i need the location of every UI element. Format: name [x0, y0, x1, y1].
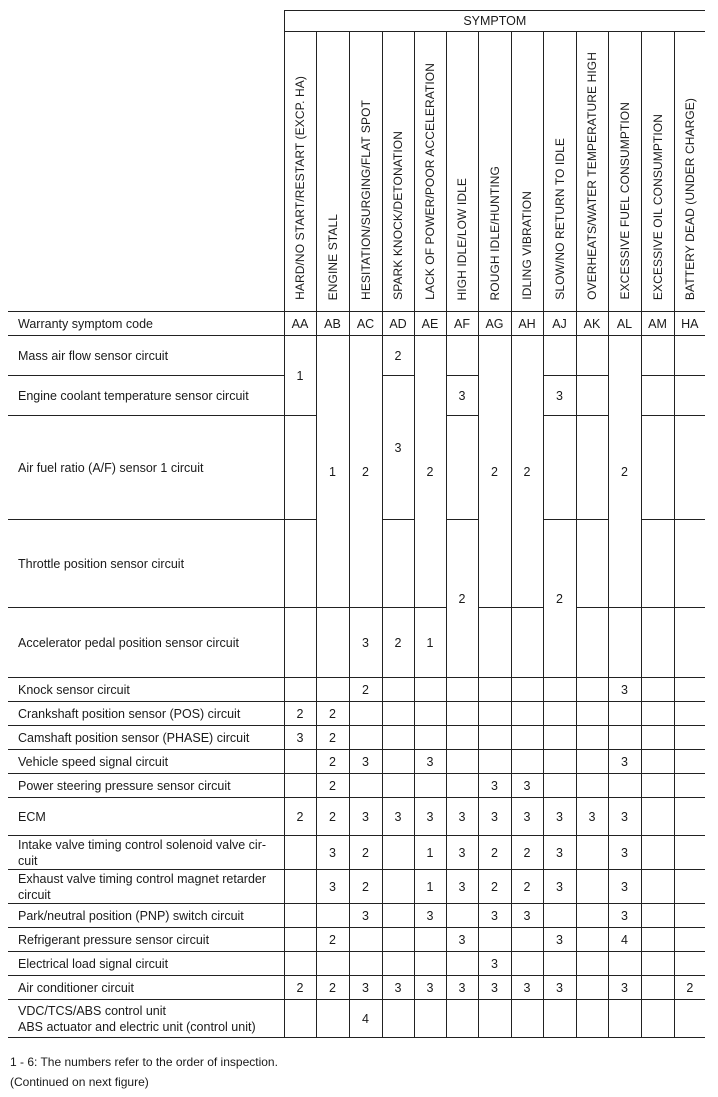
cell: 2: [511, 870, 543, 904]
row-label: Mass air flow sensor circuit: [8, 336, 284, 376]
cell: [478, 726, 511, 750]
cell: [576, 976, 608, 1000]
cell: [478, 750, 511, 774]
cell: [641, 798, 674, 836]
table-row: [8, 678, 705, 702]
cell: [414, 928, 446, 952]
table-row: [8, 336, 705, 376]
cell: 3: [382, 798, 414, 836]
cell: 3: [543, 976, 576, 1000]
cell: [446, 416, 478, 520]
cell: 2: [382, 336, 414, 376]
cell: 3: [446, 928, 478, 952]
cell: [674, 1000, 705, 1038]
cell: 3: [543, 836, 576, 870]
cell: 1: [414, 608, 446, 678]
cell: [382, 702, 414, 726]
cell: [576, 750, 608, 774]
cell: [316, 1000, 349, 1038]
cell: 3: [543, 798, 576, 836]
code-cell: HA: [674, 312, 705, 336]
cell: [576, 416, 608, 520]
cell: [543, 952, 576, 976]
cell: 3: [349, 904, 382, 928]
cell: [382, 750, 414, 774]
cell: [382, 836, 414, 870]
cell: [674, 928, 705, 952]
cell: [284, 774, 316, 798]
cell: [511, 1000, 543, 1038]
cell: [674, 904, 705, 928]
cell: [382, 774, 414, 798]
cell: [576, 336, 608, 376]
cell: [446, 774, 478, 798]
cell: [446, 336, 478, 376]
cell: [478, 608, 511, 678]
symptom-header: SLOW/NO RETURN TO IDLE: [543, 32, 576, 312]
symptom-header: HIGH IDLE/LOW IDLE: [446, 32, 478, 312]
cell: [349, 774, 382, 798]
symptom-header: IDLING VIBRATION: [511, 32, 543, 312]
cell: 2: [349, 336, 382, 608]
cell: [446, 726, 478, 750]
cell: [543, 336, 576, 376]
cell: [511, 952, 543, 976]
cell: 3: [511, 976, 543, 1000]
row-label: Warranty symptom code: [8, 312, 284, 336]
cell: 3: [608, 750, 641, 774]
cell: [641, 904, 674, 928]
cell: [641, 520, 674, 608]
cell: [478, 678, 511, 702]
code-cell: AC: [349, 312, 382, 336]
cell: [543, 1000, 576, 1038]
row-label: Vehicle speed signal circuit: [8, 750, 284, 774]
cell: [414, 702, 446, 726]
cell: [674, 336, 705, 376]
cell: [641, 376, 674, 416]
cell: 1: [284, 336, 316, 416]
cell: [641, 750, 674, 774]
cell: 3: [382, 376, 414, 520]
symptom-header: EXCESSIVE OIL CONSUMPTION: [641, 32, 674, 312]
cell: 3: [446, 798, 478, 836]
row-label: Crankshaft position sensor (POS) circuit: [8, 702, 284, 726]
cell: 3: [478, 976, 511, 1000]
cell: 3: [446, 836, 478, 870]
cell: [284, 836, 316, 870]
continued-note: (Continued on next figure): [10, 1075, 149, 1089]
symptom-title: SYMPTOM: [284, 11, 705, 32]
cell: 2: [478, 836, 511, 870]
cell: [608, 608, 641, 678]
table-row: [8, 702, 705, 726]
cell: 1: [414, 836, 446, 870]
code-cell: AD: [382, 312, 414, 336]
table-row: [8, 750, 705, 774]
cell: 3: [349, 976, 382, 1000]
row-label: Knock sensor circuit: [8, 678, 284, 702]
cell: 3: [478, 904, 511, 928]
cell: [674, 702, 705, 726]
row-label: Refrigerant pressure sensor circuit: [8, 928, 284, 952]
cell: [349, 702, 382, 726]
cell: 3: [511, 798, 543, 836]
row-label: Intake valve timing control solenoid valve cir- cuit: [8, 836, 284, 870]
cell: 1: [316, 336, 349, 608]
cell: [674, 678, 705, 702]
cell: [576, 376, 608, 416]
code-cell: AA: [284, 312, 316, 336]
code-cell: AL: [608, 312, 641, 336]
order-note: 1 - 6: The numbers refer to the order of inspection.: [10, 1055, 278, 1069]
cell: [382, 520, 414, 608]
cell: 2: [414, 336, 446, 608]
cell: [576, 702, 608, 726]
cell: [576, 928, 608, 952]
cell: 2: [284, 976, 316, 1000]
cell: [284, 904, 316, 928]
row-label: Park/neutral position (PNP) switch circuit: [8, 904, 284, 928]
cell: 3: [446, 976, 478, 1000]
cell: 3: [316, 870, 349, 904]
cell: [446, 1000, 478, 1038]
cell: [511, 608, 543, 678]
cell: 3: [446, 376, 478, 416]
row-label: Accelerator pedal position sensor circuit: [8, 608, 284, 678]
symptom-header: BATTERY DEAD (UNDER CHARGE): [674, 32, 705, 312]
cell: [414, 678, 446, 702]
cell: 2: [284, 798, 316, 836]
code-cell: AB: [316, 312, 349, 336]
code-cell: AF: [446, 312, 478, 336]
cell: [674, 416, 705, 520]
cell: [576, 870, 608, 904]
cell: [641, 336, 674, 376]
code-cell: AK: [576, 312, 608, 336]
cell: [543, 726, 576, 750]
cell: [349, 952, 382, 976]
cell: 3: [608, 798, 641, 836]
cell: [576, 608, 608, 678]
cell: [674, 520, 705, 608]
cell: [284, 520, 316, 608]
cell: [641, 726, 674, 750]
symptom-header: SPARK KNOCK/DETONATION: [382, 32, 414, 312]
code-cell: AM: [641, 312, 674, 336]
cell: [608, 774, 641, 798]
cell: 2: [511, 836, 543, 870]
cell: [576, 520, 608, 608]
cell: [641, 836, 674, 870]
cell: [641, 928, 674, 952]
cell: [478, 1000, 511, 1038]
cell: [543, 904, 576, 928]
cell: [576, 726, 608, 750]
cell: [674, 774, 705, 798]
cell: 3: [349, 750, 382, 774]
cell: [608, 726, 641, 750]
cell: [674, 870, 705, 904]
cell: 3: [608, 836, 641, 870]
cell: [641, 416, 674, 520]
cell: [382, 952, 414, 976]
cell: 2: [674, 976, 705, 1000]
table-row: [8, 976, 705, 1000]
cell: 2: [316, 726, 349, 750]
cell: [576, 836, 608, 870]
cell: [414, 774, 446, 798]
cell: 3: [608, 904, 641, 928]
warranty-code-row: [8, 312, 705, 336]
cell: [382, 904, 414, 928]
cell: 2: [316, 798, 349, 836]
cell: [608, 702, 641, 726]
cell: [446, 702, 478, 726]
cell: 2: [316, 702, 349, 726]
cell: 2: [543, 520, 576, 678]
cell: [382, 870, 414, 904]
cell: [576, 678, 608, 702]
cell: [316, 608, 349, 678]
symptom-header: LACK OF POWER/POOR ACCELERATION: [414, 32, 446, 312]
cell: [382, 726, 414, 750]
cell: [543, 416, 576, 520]
cell: 3: [414, 750, 446, 774]
cell: [641, 702, 674, 726]
cell: [284, 678, 316, 702]
cell: [641, 870, 674, 904]
cell: 3: [543, 376, 576, 416]
cell: 3: [576, 798, 608, 836]
cell: [674, 836, 705, 870]
symptom-header: HESITATION/SURGING/FLAT SPOT: [349, 32, 382, 312]
table-row: [8, 836, 705, 870]
symptom-table: [8, 10, 705, 1038]
cell: 3: [608, 870, 641, 904]
symptom-header: ROUGH IDLE/HUNTING: [478, 32, 511, 312]
cell: [543, 702, 576, 726]
cell: [608, 1000, 641, 1038]
cell: [608, 952, 641, 976]
cell: [674, 608, 705, 678]
cell: 3: [608, 678, 641, 702]
cell: [382, 928, 414, 952]
cell: [316, 904, 349, 928]
cell: [382, 1000, 414, 1038]
row-label: VDC/TCS/ABS control unit ABS actuator and electric unit (control unit): [8, 1000, 284, 1038]
row-label: Engine coolant temperature sensor circuit: [8, 376, 284, 416]
cell: [446, 678, 478, 702]
table-row: [8, 774, 705, 798]
cell: [576, 774, 608, 798]
cell: [284, 416, 316, 520]
cell: 3: [414, 976, 446, 1000]
cell: [511, 702, 543, 726]
table-row: [8, 1000, 705, 1038]
table-row: [8, 904, 705, 928]
row-label: Camshaft position sensor (PHASE) circuit: [8, 726, 284, 750]
cell: [414, 1000, 446, 1038]
cell: [511, 928, 543, 952]
row-label: Air fuel ratio (A/F) sensor 1 circuit: [8, 416, 284, 520]
cell: [641, 608, 674, 678]
cell: 3: [382, 976, 414, 1000]
row-label: Throttle position sensor circuit: [8, 520, 284, 608]
cell: [674, 952, 705, 976]
cell: 2: [349, 836, 382, 870]
code-cell: AH: [511, 312, 543, 336]
cell: 2: [316, 976, 349, 1000]
row-label: Air conditioner circuit: [8, 976, 284, 1000]
code-cell: AJ: [543, 312, 576, 336]
symptom-header: HARD/NO START/RESTART (EXCP. HA): [284, 32, 316, 312]
table-row: [8, 870, 705, 904]
footnotes: [10, 1052, 278, 1092]
cell: [576, 904, 608, 928]
cell: [543, 750, 576, 774]
cell: [674, 750, 705, 774]
cell: 3: [478, 774, 511, 798]
cell: [284, 608, 316, 678]
symptom-header: OVERHEATS/WATER TEMPERATURE HIGH: [576, 32, 608, 312]
cell: 3: [511, 774, 543, 798]
cell: 3: [349, 798, 382, 836]
cell: 4: [608, 928, 641, 952]
cell: [511, 750, 543, 774]
cell: [478, 928, 511, 952]
cell: 3: [316, 836, 349, 870]
cell: 3: [414, 904, 446, 928]
cell: [414, 952, 446, 976]
cell: [511, 678, 543, 702]
cell: 2: [608, 336, 641, 608]
cell: 2: [316, 774, 349, 798]
cell: 4: [349, 1000, 382, 1038]
cell: [576, 1000, 608, 1038]
cell: [382, 678, 414, 702]
cell: [641, 1000, 674, 1038]
cell: 2: [446, 520, 478, 678]
cell: 3: [414, 798, 446, 836]
cell: 3: [478, 952, 511, 976]
cell: [478, 702, 511, 726]
cell: [349, 928, 382, 952]
row-label: ECM: [8, 798, 284, 836]
code-cell: AG: [478, 312, 511, 336]
cell: [284, 928, 316, 952]
cell: [674, 798, 705, 836]
cell: 2: [349, 678, 382, 702]
cell: [543, 774, 576, 798]
code-cell: AE: [414, 312, 446, 336]
cell: 2: [478, 336, 511, 608]
table-corner: [8, 11, 284, 312]
cell: 1: [414, 870, 446, 904]
cell: 2: [316, 928, 349, 952]
cell: 3: [478, 798, 511, 836]
cell: [576, 952, 608, 976]
table-row: [8, 726, 705, 750]
cell: 3: [511, 904, 543, 928]
cell: [641, 678, 674, 702]
cell: [641, 952, 674, 976]
cell: [674, 726, 705, 750]
cell: [284, 1000, 316, 1038]
cell: [446, 750, 478, 774]
cell: [316, 952, 349, 976]
cell: 3: [543, 928, 576, 952]
cell: [284, 750, 316, 774]
cell: 2: [284, 702, 316, 726]
symptom-header: ENGINE STALL: [316, 32, 349, 312]
cell: [641, 774, 674, 798]
cell: 2: [382, 608, 414, 678]
table-row: [8, 928, 705, 952]
row-label: Electrical load signal circuit: [8, 952, 284, 976]
cell: [414, 726, 446, 750]
cell: [543, 678, 576, 702]
cell: 3: [284, 726, 316, 750]
cell: [284, 870, 316, 904]
row-label: Power steering pressure sensor circuit: [8, 774, 284, 798]
cell: 2: [511, 336, 543, 608]
cell: [641, 976, 674, 1000]
row-label: Exhaust valve timing control magnet retarder circuit: [8, 870, 284, 904]
cell: [511, 726, 543, 750]
symptom-header: EXCESSIVE FUEL CONSUMPTION: [608, 32, 641, 312]
table-row: [8, 952, 705, 976]
cell: 2: [478, 870, 511, 904]
cell: 2: [349, 870, 382, 904]
cell: 3: [543, 870, 576, 904]
cell: 3: [349, 608, 382, 678]
table-row: [8, 798, 705, 836]
cell: [446, 904, 478, 928]
cell: 3: [608, 976, 641, 1000]
cell: [349, 726, 382, 750]
cell: 2: [316, 750, 349, 774]
cell: [316, 678, 349, 702]
cell: 3: [446, 870, 478, 904]
table-row: [8, 608, 705, 678]
cell: [284, 952, 316, 976]
cell: [674, 376, 705, 416]
cell: [446, 952, 478, 976]
